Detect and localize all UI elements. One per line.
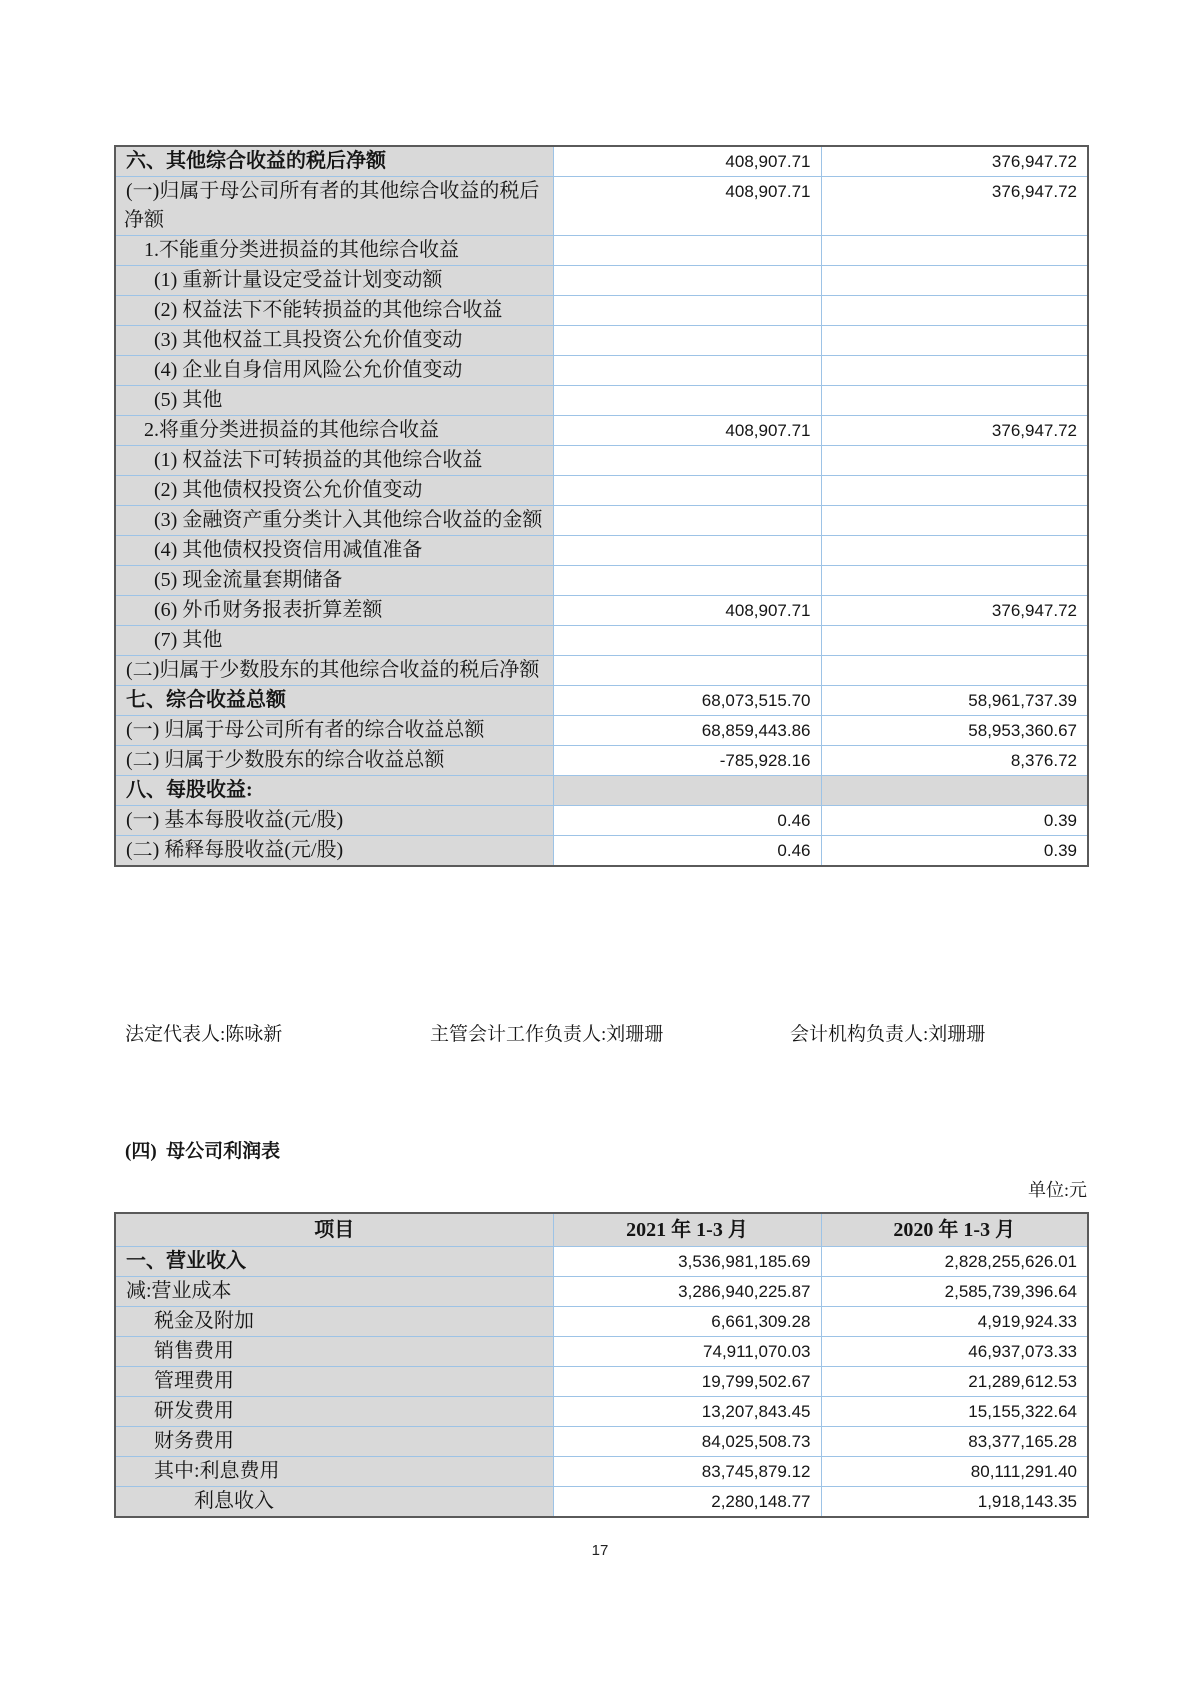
value-2021-cell <box>553 356 821 386</box>
section-heading: (四) 母公司利润表 <box>125 1141 281 1162</box>
item-label-cell: (2) 其他债权投资公允价值变动 <box>115 476 553 506</box>
table-row <box>115 296 1088 326</box>
value-2021-cell <box>553 506 821 536</box>
value-2021-cell: 408,907.71 <box>553 596 821 626</box>
table-row <box>115 596 1088 626</box>
table-row <box>115 1427 1088 1457</box>
table-row <box>115 1487 1088 1518</box>
value-2020-cell: 15,155,322.64 <box>821 1397 1088 1427</box>
parent-company-income-statement-table <box>114 1212 1089 1518</box>
value-2021-cell: 68,073,515.70 <box>553 686 821 716</box>
item-label-cell: 管理费用 <box>115 1367 553 1397</box>
value-2021-cell <box>553 536 821 566</box>
table-row <box>115 686 1088 716</box>
column-header-item: 项目 <box>115 1213 553 1247</box>
value-2021-cell: 84,025,508.73 <box>553 1427 821 1457</box>
value-2020-cell: 58,953,360.67 <box>821 716 1088 746</box>
table-row <box>115 326 1088 356</box>
value-2020-cell <box>821 536 1088 566</box>
legal-representative-label: 法定代表人:陈咏新 <box>125 1024 283 1045</box>
table-row <box>115 1307 1088 1337</box>
value-2020-cell: 0.39 <box>821 836 1088 867</box>
item-label-cell: (3) 其他权益工具投资公允价值变动 <box>115 326 553 356</box>
item-label-cell: 一、营业收入 <box>115 1247 553 1277</box>
value-2021-cell: 408,907.71 <box>553 146 821 177</box>
table-row <box>115 386 1088 416</box>
item-label-cell: 1.不能重分类进损益的其他综合收益 <box>115 236 553 266</box>
unit-label: 单位:元 <box>1027 1180 1087 1200</box>
value-2020-cell <box>821 776 1088 806</box>
table-row <box>115 236 1088 266</box>
value-2021-cell: 0.46 <box>553 836 821 867</box>
item-label-cell: (一)归属于母公司所有者的其他综合收益的税后净额 <box>115 177 553 236</box>
table-row <box>115 566 1088 596</box>
item-label-cell: (二) 归属于少数股东的综合收益总额 <box>115 746 553 776</box>
comprehensive-income-table-continued <box>114 145 1089 867</box>
value-2020-cell: 46,937,073.33 <box>821 1337 1088 1367</box>
value-2021-cell: 408,907.71 <box>553 177 821 236</box>
item-label-cell: (6) 外币财务报表折算差额 <box>115 596 553 626</box>
value-2020-cell: 4,919,924.33 <box>821 1307 1088 1337</box>
value-2020-cell: 58,961,737.39 <box>821 686 1088 716</box>
item-label-cell: (二)归属于少数股东的其他综合收益的税后净额 <box>115 656 553 686</box>
chief-accounting-officer-label: 主管会计工作负责人:刘珊珊 <box>430 1024 664 1045</box>
table-row <box>115 1277 1088 1307</box>
item-label-cell: 六、其他综合收益的税后净额 <box>115 146 553 177</box>
signature-line <box>114 1020 1087 1050</box>
value-2021-cell: 408,907.71 <box>553 416 821 446</box>
value-2021-cell: 19,799,502.67 <box>553 1367 821 1397</box>
item-label-cell: (4) 企业自身信用风险公允价值变动 <box>115 356 553 386</box>
table-row <box>115 1457 1088 1487</box>
value-2020-cell: 376,947.72 <box>821 146 1088 177</box>
value-2020-cell: 2,828,255,626.01 <box>821 1247 1088 1277</box>
item-label-cell: 财务费用 <box>115 1427 553 1457</box>
table-row <box>115 146 1088 177</box>
value-2020-cell: 0.39 <box>821 806 1088 836</box>
table-row <box>115 836 1088 867</box>
table-row <box>115 266 1088 296</box>
value-2021-cell <box>553 266 821 296</box>
value-2020-cell: 376,947.72 <box>821 416 1088 446</box>
item-label-cell: 八、每股收益: <box>115 776 553 806</box>
item-label-cell: (7) 其他 <box>115 626 553 656</box>
item-label-cell: (4) 其他债权投资信用减值准备 <box>115 536 553 566</box>
table-row <box>115 356 1088 386</box>
value-2020-cell <box>821 266 1088 296</box>
table-row <box>115 1247 1088 1277</box>
item-label-cell: 研发费用 <box>115 1397 553 1427</box>
value-2020-cell <box>821 386 1088 416</box>
item-label-cell: (一) 基本每股收益(元/股) <box>115 806 553 836</box>
item-label-cell: 2.将重分类进损益的其他综合收益 <box>115 416 553 446</box>
table-row <box>115 776 1088 806</box>
table-header-row <box>115 1213 1088 1247</box>
accounting-dept-head-label: 会计机构负责人:刘珊珊 <box>790 1024 986 1045</box>
value-2020-cell <box>821 626 1088 656</box>
item-label-cell: 减:营业成本 <box>115 1277 553 1307</box>
item-label-cell: (1) 重新计量设定受益计划变动额 <box>115 266 553 296</box>
item-label-cell: 其中:利息费用 <box>115 1457 553 1487</box>
item-label-cell: (5) 其他 <box>115 386 553 416</box>
value-2021-cell: 6,661,309.28 <box>553 1307 821 1337</box>
value-2020-cell <box>821 296 1088 326</box>
value-2020-cell: 83,377,165.28 <box>821 1427 1088 1457</box>
value-2021-cell: 13,207,843.45 <box>553 1397 821 1427</box>
value-2021-cell: 74,911,070.03 <box>553 1337 821 1367</box>
value-2021-cell <box>553 476 821 506</box>
value-2020-cell <box>821 506 1088 536</box>
item-label-cell: 销售费用 <box>115 1337 553 1367</box>
value-2021-cell <box>553 656 821 686</box>
table-row <box>115 416 1088 446</box>
column-header-2021: 2021 年 1-3 月 <box>553 1213 821 1247</box>
item-label-cell: (二) 稀释每股收益(元/股) <box>115 836 553 867</box>
item-label-cell: (3) 金融资产重分类计入其他综合收益的金额 <box>115 506 553 536</box>
item-label-cell: 利息收入 <box>115 1487 553 1518</box>
value-2020-cell: 2,585,739,396.64 <box>821 1277 1088 1307</box>
table-row <box>115 626 1088 656</box>
table-row <box>115 1367 1088 1397</box>
value-2021-cell: -785,928.16 <box>553 746 821 776</box>
table-row <box>115 536 1088 566</box>
item-label-cell: (2) 权益法下不能转损益的其他综合收益 <box>115 296 553 326</box>
value-2021-cell: 83,745,879.12 <box>553 1457 821 1487</box>
table-row <box>115 716 1088 746</box>
table-row <box>115 656 1088 686</box>
page-number: 17 <box>591 1542 609 1559</box>
value-2021-cell: 0.46 <box>553 806 821 836</box>
table-row <box>115 746 1088 776</box>
value-2021-cell: 3,536,981,185.69 <box>553 1247 821 1277</box>
item-label-cell: (5) 现金流量套期储备 <box>115 566 553 596</box>
value-2020-cell <box>821 236 1088 266</box>
value-2021-cell <box>553 566 821 596</box>
value-2021-cell <box>553 386 821 416</box>
value-2020-cell: 21,289,612.53 <box>821 1367 1088 1397</box>
value-2020-cell: 376,947.72 <box>821 177 1088 236</box>
value-2020-cell: 8,376.72 <box>821 746 1088 776</box>
value-2020-cell <box>821 656 1088 686</box>
value-2021-cell <box>553 776 821 806</box>
value-2020-cell <box>821 356 1088 386</box>
value-2021-cell <box>553 326 821 356</box>
table-row <box>115 506 1088 536</box>
item-label-cell: (1) 权益法下可转损益的其他综合收益 <box>115 446 553 476</box>
value-2021-cell <box>553 446 821 476</box>
item-label-cell: (一) 归属于母公司所有者的综合收益总额 <box>115 716 553 746</box>
item-label-cell: 七、综合收益总额 <box>115 686 553 716</box>
value-2020-cell <box>821 476 1088 506</box>
value-2021-cell <box>553 236 821 266</box>
value-2020-cell <box>821 326 1088 356</box>
value-2020-cell: 80,111,291.40 <box>821 1457 1088 1487</box>
value-2021-cell: 68,859,443.86 <box>553 716 821 746</box>
table-row <box>115 476 1088 506</box>
table-row <box>115 1337 1088 1367</box>
table-row <box>115 806 1088 836</box>
value-2021-cell: 2,280,148.77 <box>553 1487 821 1518</box>
table-row <box>115 446 1088 476</box>
value-2020-cell <box>821 566 1088 596</box>
value-2021-cell <box>553 296 821 326</box>
value-2020-cell: 376,947.72 <box>821 596 1088 626</box>
value-2021-cell <box>553 626 821 656</box>
table-row <box>115 1397 1088 1427</box>
column-header-2020: 2020 年 1-3 月 <box>821 1213 1088 1247</box>
value-2020-cell <box>821 446 1088 476</box>
value-2020-cell: 1,918,143.35 <box>821 1487 1088 1518</box>
value-2021-cell: 3,286,940,225.87 <box>553 1277 821 1307</box>
table-row <box>115 177 1088 236</box>
item-label-cell: 税金及附加 <box>115 1307 553 1337</box>
